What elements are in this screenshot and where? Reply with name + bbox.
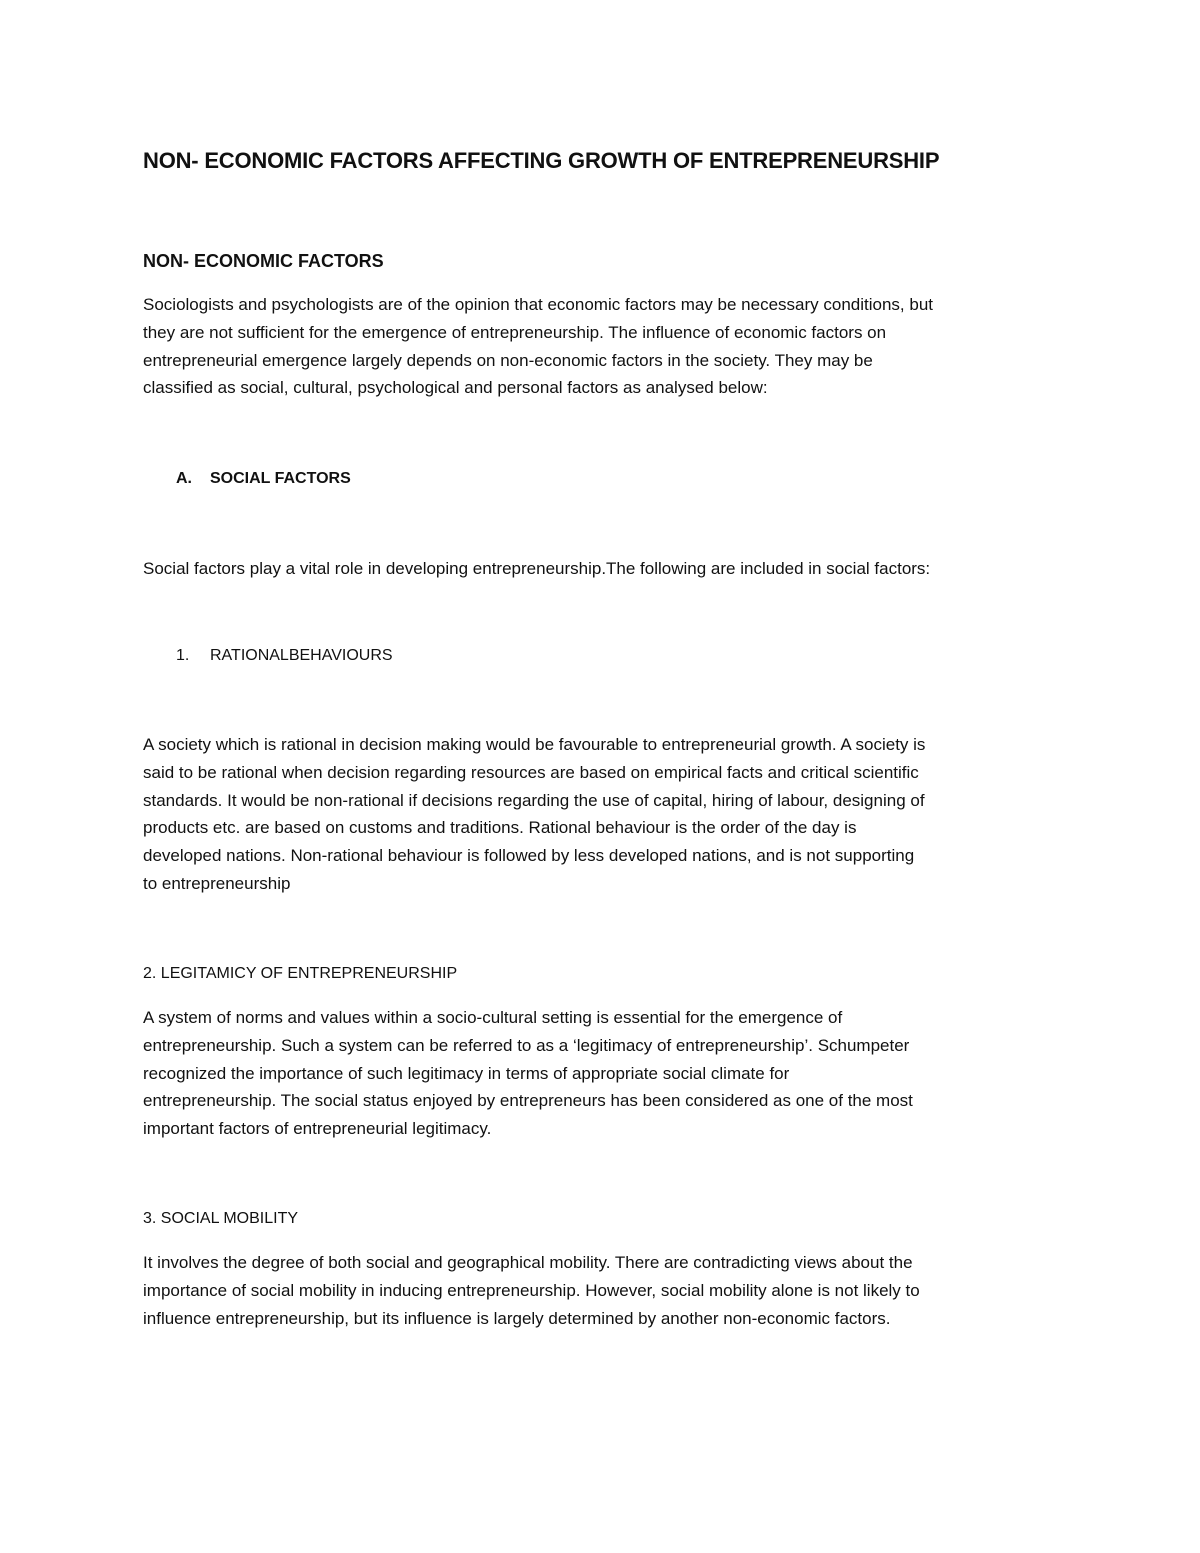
paragraph-line: developed nations. Non-rational behaviour is followed by less developed nations, and is not supporting [143, 846, 915, 866]
legitimacy-paragraph [143, 1004, 1063, 1143]
paragraph-line: classified as social, cultural, psychological and personal factors as analysed below: [143, 378, 768, 398]
paragraph-line: entrepreneurship. The social status enjoyed by entrepreneurs has been considered as one of the most [143, 1091, 913, 1111]
paragraph-line: importance of social mobility in inducing entrepreneurship. However, social mobility alone is not likely to [143, 1280, 920, 1300]
heading-legitimacy: 2. LEGITAMICY OF ENTREPRENEURSHIP [143, 965, 458, 982]
paragraph-line: products etc. are based on customs and traditions. Rational behaviour is the order of the day is [143, 818, 857, 838]
paragraph-line: recognized the importance of such legitimacy in terms of appropriate social climate for [143, 1063, 790, 1083]
paragraph-line: Sociologists and psychologists are of the opinion that economic factors may be necessary conditions, but [143, 295, 933, 314]
intro-paragraph [143, 291, 1063, 402]
paragraph-line: they are not sufficient for the emergence of entrepreneurship. The influence of economic factors on [143, 322, 887, 342]
heading-social-mobility: 3. SOCIAL MOBILITY [143, 1210, 299, 1227]
paragraph-line: influence entrepreneurship, but its influence is largely determined by another non-economic factors. [143, 1308, 891, 1328]
paragraph-line: important factors of entrepreneurial legitimacy. [143, 1119, 492, 1139]
paragraph-line: A society which is rational in decision making would be favourable to entrepreneurial growth. A society is [143, 735, 926, 754]
paragraph-line: said to be rational when decision regarding resources are based on empirical facts and critical scientific [143, 762, 919, 782]
paragraph-line: entrepreneurial emergence largely depends on non-economic factors in the society. They may be [143, 350, 873, 370]
paragraph-line: Social factors play a vital role in developing entrepreneurship.The following are included in social factors: [143, 559, 931, 578]
social-mobility-paragraph [143, 1249, 1063, 1332]
paragraph-line: standards. It would be non-rational if decisions regarding the use of capital, hiring of labour, designing of [143, 790, 925, 810]
paragraph-line: entrepreneurship. Such a system can be referred to as a ‘legitimacy of entrepreneurship’. Schumpeter [143, 1035, 910, 1055]
list-marker: A. [176, 470, 192, 487]
paragraph-line: to entrepreneurship [143, 873, 291, 893]
paragraph-line: A system of norms and values within a socio-cultural setting is essential for the emergence of [143, 1008, 843, 1027]
document-title: NON- ECONOMIC FACTORS AFFECTING GROWTH OF ENTREPRENEURSHIP [143, 148, 940, 173]
heading-rational-behaviours: RATIONALBEHAVIOURS [210, 647, 393, 664]
social-factors-intro [143, 555, 1063, 583]
list-item-rational-behaviours [176, 644, 393, 668]
list-item-social-factors [176, 467, 351, 491]
paragraph-line: It involves the degree of both social and geographical mobility. There are contradicting views about the [143, 1253, 913, 1272]
list-marker: 1. [176, 647, 190, 664]
heading-social-factors: SOCIAL FACTORS [210, 470, 351, 487]
section-heading-non-economic-factors: NON- ECONOMIC FACTORS [143, 251, 384, 271]
rational-behaviours-paragraph [143, 731, 1063, 898]
